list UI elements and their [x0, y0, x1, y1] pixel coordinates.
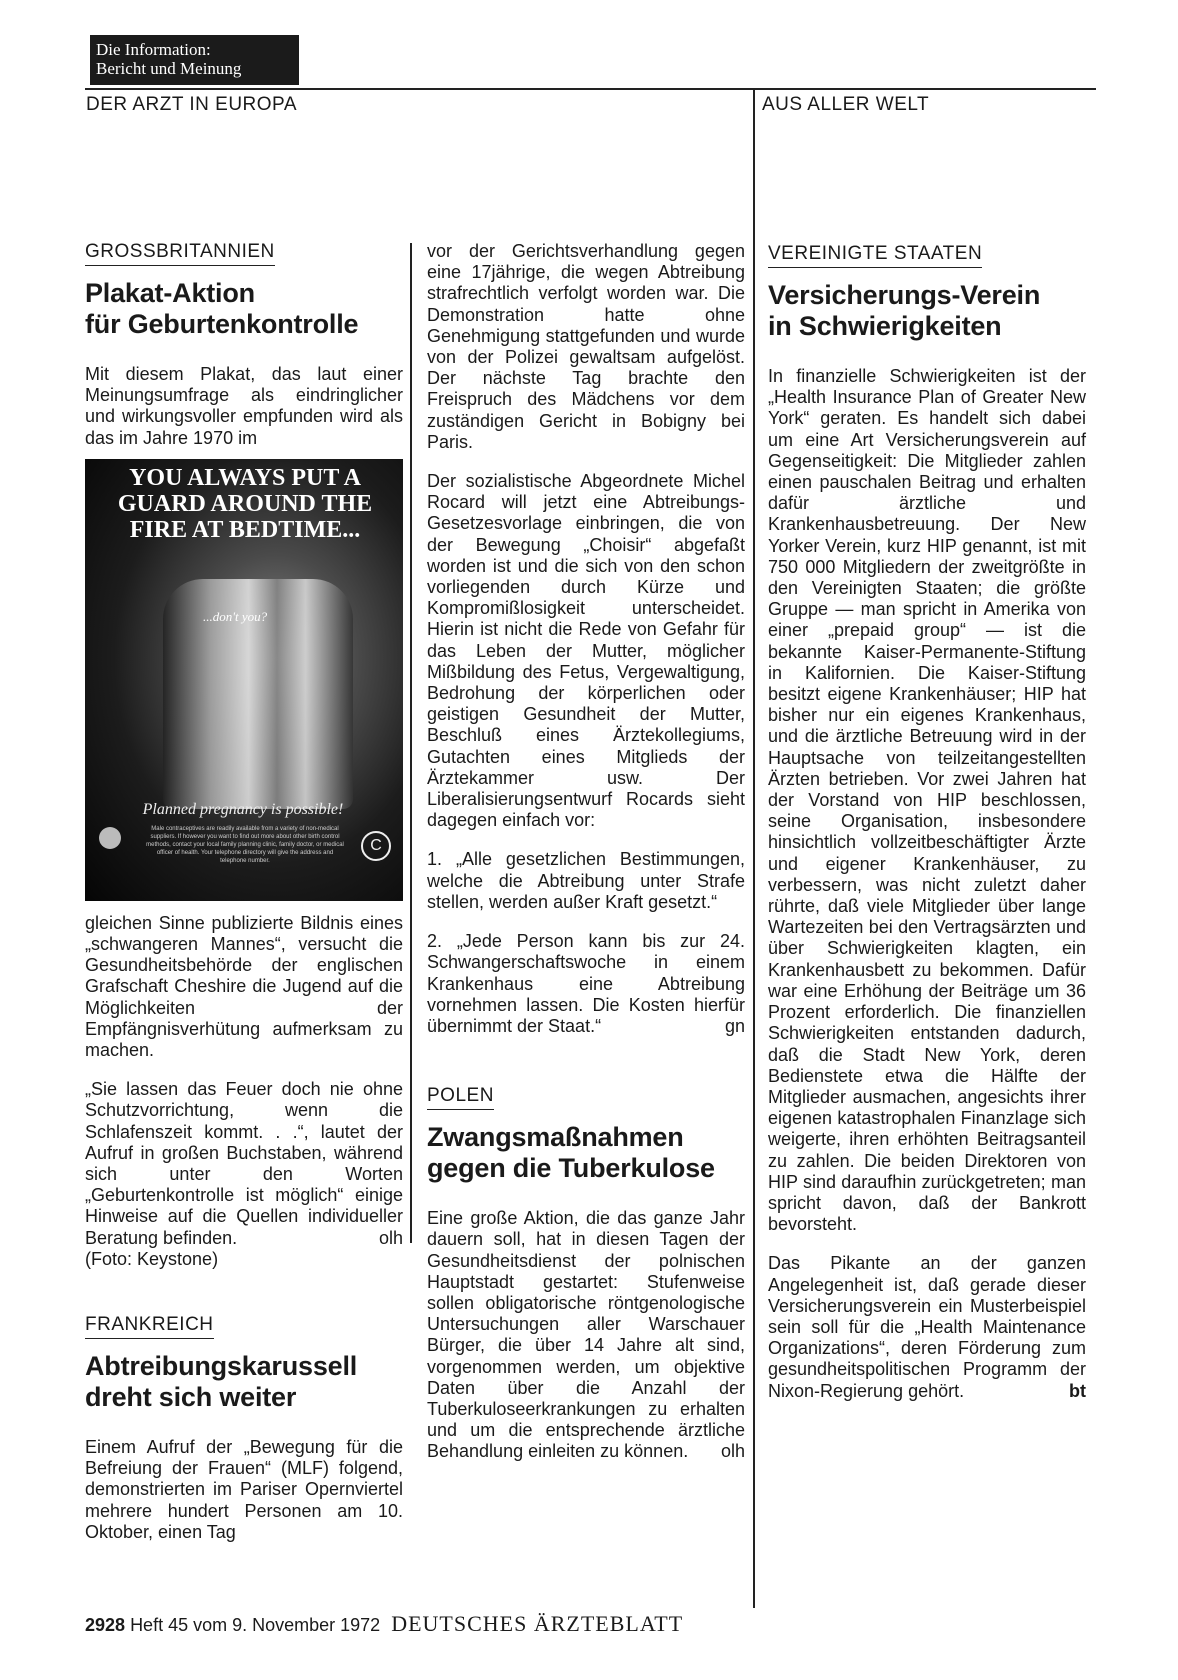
headline-gb	[85, 278, 403, 340]
poster-subline: ...don't you?	[203, 608, 268, 624]
poster-image	[85, 459, 403, 901]
author-signature: olh	[720, 1441, 745, 1462]
headline-us-line2: in Schwierigkeiten	[768, 311, 1002, 341]
paragraph-text: Eine große Aktion, die das ganze Jahr dauern soll, hat in diesen Tagen der Gesundheitsdienst der polnischen Hauptstadt gestartet: Stufenweise sollen obligatorische röntgenologische Untersuchungen aller Warschauer Bürger, die über 14 Jahre alt sind, vorgenommen werden, um objektive Daten über die Anzahl der Tuberkuloseerkrankungen zu erhalten und um die entsprechende ärztliche Behandlung einleiten zu können.	[427, 1208, 745, 1462]
headline-pl-line2: gegen die Tuberkulose	[427, 1153, 715, 1184]
page-number: 2928	[85, 1615, 126, 1635]
author-signature: olh	[378, 1227, 403, 1248]
column-2	[427, 241, 745, 1463]
paragraph-text: Das Pikante an der ganzen Angelegenheit ist, daß gerade dieser Versicherungsverein ein Musterbeispiel sein soll für die „Health Maintenance Organizations“, deren Förderung zum gesundheitspolitischen Programm der Nixon-Regierung gehört.	[768, 1253, 1086, 1401]
issue-info: Heft 45 vom 9. November 1972	[130, 1615, 381, 1635]
paragraph	[427, 931, 745, 1037]
paragraph: Mit diesem Plakat, das laut einer Meinungsumfrage als eindringlicher und wirkungsvoller empfunden wird als das im Jahre 1970 im	[85, 364, 403, 448]
kicker-gb: GROSSBRITANNIEN	[85, 241, 275, 266]
paragraph: vor der Gerichtsverhandlung gegen eine 17jährige, die wegen Abtreibung strafrechtlich verfolgt worden war. Die Demonstration hatte ohne Genehmigung stattgefunden und wurde von der Polizei gewaltsam aufgelöst. Der nächste Tag brachte den Freispruch des Mädchens vor dem zuständigen Gericht in Bobigny bei Paris.	[427, 241, 745, 452]
masthead-line2: Bericht und Meinung	[96, 59, 242, 78]
column-1	[85, 241, 403, 1543]
masthead-line1: Die Information:	[96, 40, 211, 59]
headline-gb-line1: Plakat-Aktion	[85, 278, 255, 308]
paragraph	[427, 1208, 745, 1462]
column-divider-left	[410, 243, 412, 1243]
column-divider	[753, 88, 755, 1608]
page-footer	[85, 1611, 683, 1637]
paragraph-text: 2. „Jede Person kann bis zur 24. Schwangerschaftswoche in einem Krankenhaus eine Abtreibung vornehmen lassen. Die Kosten hierfür übernimmt der Staat.“	[427, 931, 745, 1036]
masthead	[90, 35, 299, 85]
poster-smallprint: Male contraceptives are readily available from a variety of non-medical suppliers. If however you want to find out more about other birth control methods, contact your local family planning clinic, family doctor, or medical officer of health. Your telephone directory will give the address and telephone number.	[146, 825, 344, 864]
headline-us-line1: Versicherungs-Verein	[768, 280, 1041, 310]
poster-footer: Planned pregnancy is possible!	[142, 800, 344, 818]
author-signature: bt	[1069, 1380, 1086, 1401]
photo-credit: (Foto: Keystone)	[85, 1248, 219, 1269]
headline-fr-line1: Abtreibungskarussell	[85, 1351, 358, 1382]
paragraph: Der sozialistische Abgeordnete Michel Rocard will jetzt eine Abtreibungs-Gesetzesvorlage einbringen, die von der Bewegung „Choisir“ abgefaßt worden ist und die sich von den schon vorliegenden durch Kürze und Kompromißlosigkeit unterscheidet. Hierin ist nicht die Rede von Gefahr für das Leben der Mutter, möglicher Mißbildung des Fetus, Vergewaltigung, Bedrohung der körperlichen oder geistigen Gesundheit der Mutter, Beschluß eines Ärztekollegiums, Gutachten eines Mitglieds der Ärztekammer usw. Der Liberalisierungsentwurf Rocards sieht dagegen einfach vor:	[427, 471, 745, 831]
column-3	[768, 243, 1086, 1402]
paragraph: 1. „Alle gesetzlichen Bestimmungen, welche die Abtreibung unter Strafe stellen, werden außer Kraft gesetzt.“	[427, 849, 745, 912]
paragraph: Einem Aufruf der „Bewegung für die Befreiung der Frauen“ (MLF) folgend, demonstrierten im Pariser Opernviertel mehrere hundert Personen am 10. Oktober, einen Tag	[85, 1437, 403, 1542]
headline-fr-line2: dreht sich weiter	[85, 1382, 297, 1413]
headline-us	[768, 280, 1086, 342]
paragraph: In finanzielle Schwierigkeiten ist der „Health Insurance Plan of Greater New York“ geraten. Es handelt sich dabei um eine Art Versicherungsverein auf Gegenseitigkeit: Die Mitglieder zahlen einen pauschalen Beitrag und erhalten dafür ärztliche und Krankenhausbetreuung. Der New Yorker Verein, kurz HIP genannt, ist mit 750 000 Mitgliedern der zweitgrößte in den Vereinigten Staaten; die größte Gruppe — man spricht in Amerika von einer „prepaid group“ — ist die bekannte Kaiser-Permanente-Stiftung in Kalifornien. Die Kaiser-Stiftung besitzt eigene Krankenhäuser; HIP hat bisher nur ein eigenes Krankenhaus, und die ärztliche Betreuung wird in der Hauptsache von teilzeitangestellten Ärzten betrieben. Vor zwei Jahren hat der Vorstand von HIP beschlossen, seine Organisation, insbesondere hinsichtlich vollzeitbeschäftigter Ärzte und eigener Krankenhäuser, zu verbessern, was nicht zuletzt daher rührte, daß viele Mitglieder über lange Wartezeiten bei den Vertragsärzten und über Schwierigkeiten klagten, ein Krankenhausbett zu bekommen. Dafür war eine Erhöhung der Beiträge um 36 Prozent erforderlich. Die finanziellen Schwierigkeiten entstanden dadurch, daß die Stadt New York, deren Bedienstete etwa die Hälfte der Mitglieder ausmachen, angesichts ihrer eigenen katastrophalen Finanzlage sich weigerte, ihren erhöhten Beitragsanteil zu zahlen. Die beiden Direktoren von HIP sind daraufhin zurückgetreten; man spricht davon, daß der Bankrott bevorsteht.	[768, 366, 1086, 1235]
headline-gb-line2: für Geburtenkontrolle	[85, 309, 359, 339]
paragraph-text: „Sie lassen das Feuer doch nie ohne Schutzvorrichtung, wenn die Schlafenszeit kommt. . .“, lautet der Aufruf in großen Buchstaben, während sich unter den Worten „Geburtenkontrolle ist möglich“ einige Hinweise auf die Quellen individueller Beratung befinden.	[85, 1079, 403, 1248]
header-rule	[85, 88, 1096, 90]
kicker-fr: FRANKREICH	[85, 1314, 214, 1339]
section-label-right: AUS ALLER WELT	[762, 94, 930, 115]
poster-headline: YOU ALWAYS PUT A GUARD AROUND THE FIRE AT BEDTIME...	[117, 464, 373, 543]
kicker-us: VEREINIGTE STAATEN	[768, 243, 982, 268]
headline-pl-line1: Zwangsmaßnahmen	[427, 1122, 684, 1153]
paragraph: gleichen Sinne publizierte Bildnis eines „schwangeren Mannes“, versucht die Gesundheitsbehörde der englischen Grafschaft Cheshire die Jugend auf die Möglichkeiten der Empfängnisverhütung aufmerksam zu machen.	[85, 912, 403, 1061]
headline-fr	[85, 1351, 403, 1413]
paragraph	[85, 1079, 403, 1249]
poster-emblem-icon	[99, 827, 121, 849]
author-signature: gn	[724, 1015, 745, 1036]
poster-logo-icon: C	[361, 831, 391, 861]
paragraph	[768, 1253, 1086, 1401]
magazine-name: DEUTSCHES ÄRZTEBLATT	[391, 1611, 684, 1636]
section-label-left: DER ARZT IN EUROPA	[86, 94, 297, 115]
kicker-pl: POLEN	[427, 1085, 494, 1110]
headline-pl	[427, 1122, 745, 1184]
